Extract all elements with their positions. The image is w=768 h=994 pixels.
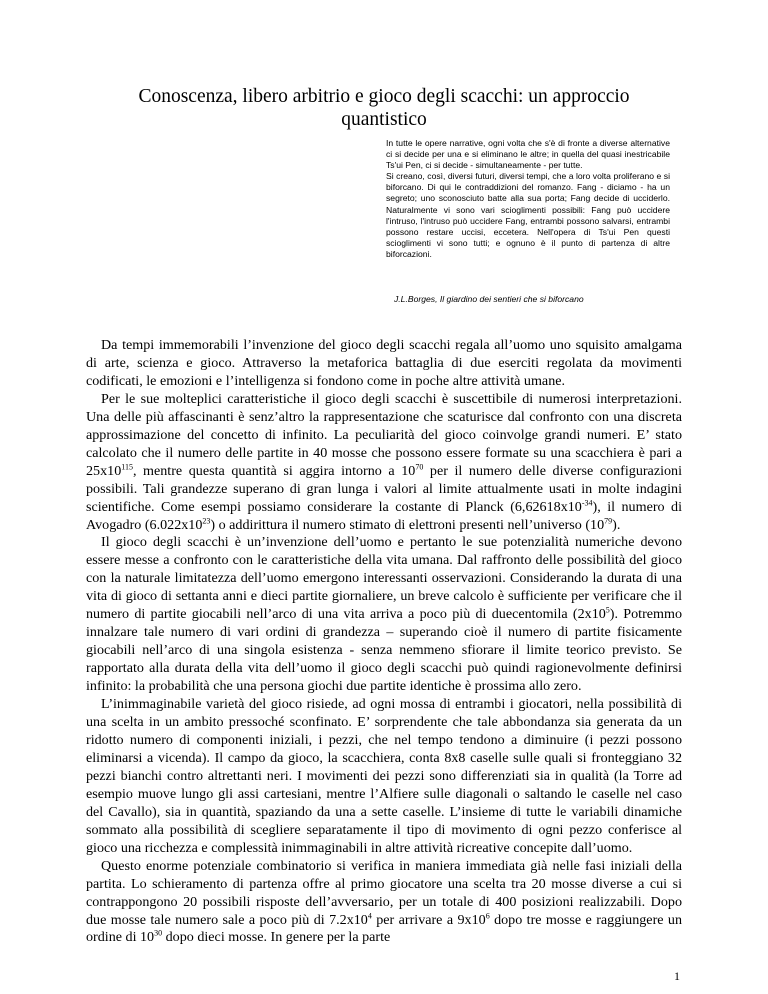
body-paragraph-5: Questo enorme potenziale combinatorio si verifica in maniera immediata già nelle fasi iniziali della partita. Lo schieramento di partenza offre al primo giocatore una scelta tra 20 mosse diverse a cui si contrappongono 20 possibili risposte dell’avversario, per un totale di 400 posizioni realizzabili. Dopo due mosse tale numero sale a poco più di $7.2x10^4$ per arrivare a $9x10^6$ dopo tre mosse e raggiungere un ordine di $10^{30}$ dopo dieci mosse. In genere per la parte bbox=[86, 857, 683, 946]
epigraph-paragraph-2: Si creano, così, diversi futuri, diversi tempi, che a loro volta proliferano e si biforcano. Di qui le contraddizioni del romanzo. Fang - diciamo - ha un segreto; uno sconosciuto batte alla sua porta; Fang decide di ucciderlo. Naturalmente vi sono vari scioglimenti possibili: Fang può uccidere l'intruso, l'intruso può uccidere Fang, entrambi possono salvarsi, entrambi possono restare uccisi, eccetera. Nell'opera di Ts'ui Pen questi scioglimenti vi sono tutti; e ognuno è il punto di partenza di altre biforcazioni. bbox=[386, 171, 670, 259]
body-paragraph-1: Da tempi immemorabili l’invenzione del gioco degli scacchi regala all’uomo uno squisito amalgama di arte, scienza e gioco. Attraverso la metaforica battaglia di due eserciti regolata da movimenti codificati, le emozioni e l’intelligenza si fondono come in poche altre attività umane. bbox=[86, 337, 682, 389]
exponent: 5 bbox=[605, 605, 610, 615]
body-text bbox=[86, 337, 682, 947]
epigraph-paragraph-1: In tutte le opere narrative, ogni volta che s'è di fronte a diverse alternative ci si decide per una e si eliminano le altre; in quella del quasi inestricabile Ts'ui Pen, ci si decide - simultaneamente - per tutte. bbox=[386, 138, 670, 171]
page-number: 1 bbox=[674, 969, 680, 983]
body-paragraph-3: Il gioco degli scacchi è un’invenzione dell’uomo e pertanto le sue potenzialità numeriche devono essere messe a confronto con le caratteristiche della vita umana. Dal raffronto delle possibilità del gioco con la naturale limitatezza dell’uomo emergono interessanti osservazioni. Considerando la durata di una vita di gioco di settanta anni e dieci partite giornaliere, un breve calcolo è sufficiente per verificare che il numero di partite giocabili nell’arco di una vita arriva a poco più di duecentomila $(2x10^5)$. Potremmo innalzare tale numero di vari ordini di grandezza – superando cioè il numero di partite fisicamente giocabili nell’arco di una singola esistenza - senza nemmeno sfiorare il limite teorico previsto. Se rapportato alla durata della vita dell’uomo il gioco degli scacchi può quindi ragionevolmente definirsi infinito: la probabilità che una persona giochi due partite identiche è prossima allo zero. bbox=[86, 534, 682, 695]
exponent: 23 bbox=[202, 515, 211, 525]
body-paragraph-2: Per le sue molteplici caratteristiche il gioco degli scacchi è suscettibile di numerosi interpretazioni. Una delle più affascinanti è senz’altro la rappresentazione che scaturisce dal confronto con una discreta approssimazione del concetto di infinito. La peculiarità del gioco coinvolge grandi numeri. E’ stato calcolato che il numero delle partite in 40 mosse che possono essere formate su una scacchiera è pari a $25x10^{115}$, mentre questa quantità si aggira intorno a $10^{70}$ per il numero delle diverse configurazioni possibili. Tali grandezze superano di gran lunga i valori al limite attualmente usati in molte indagini scientifiche. Come esempi possiamo considerare la costante di Planck $(6,62618x10^{-34})$, il numero di Avogadro $(6.022x10^{23})$ o addirittura il numero stimato di elettroni presenti nell’universo $(10^{79})$. bbox=[86, 390, 683, 533]
exponent: 115 bbox=[121, 461, 133, 471]
exponent: 70 bbox=[415, 461, 424, 471]
epigraph-quote bbox=[386, 138, 670, 260]
exponent: 79 bbox=[604, 515, 613, 525]
exponent: 30 bbox=[154, 928, 163, 938]
exponent: 6 bbox=[485, 910, 490, 920]
body-paragraph-4: L’inimmaginabile varietà del gioco risiede, ad ogni mossa di entrambi i giocatori, nella possibilità di una scelta in un ambito pressoché sconfinato. E’ sorprendente che tale abbondanza sia generata da un ridotto numero di componenti iniziali, i pezzi, che nel tempo tendono a diminuire (i pezzi possono eliminarsi a vicenda). Il campo da gioco, la scacchiera, conta 8x8 caselle sulle quali si fronteggiano 32 pezzi bianchi contro altrettanti neri. I movimenti dei pezzi sono differenziati sia in qualità (la Torre ad esempio muove lungo gli assi cartesiani, mentre l’Alfiere sulle diagonali o saltando le caselle nel caso del Cavallo), sia in quantità, spaziando da una a sette caselle. L’insieme di tutte le variabili dinamiche sommato alla possibilità di scegliere separatamente il tipo di movimento di ogni pezzo conferisce al gioco una ricchezza e complessità inimmaginabili in altre attività ricreative concepite dall’uomo. bbox=[86, 696, 682, 856]
epigraph-attribution: J.L.Borges, Il giardino dei sentieri che si biforcano bbox=[394, 294, 584, 304]
paper-title: Conoscenza, libero arbitrio e gioco degli scacchi: un approccio quantistico bbox=[138, 86, 630, 130]
exponent: -34 bbox=[581, 497, 593, 507]
exponent: 4 bbox=[367, 910, 372, 920]
